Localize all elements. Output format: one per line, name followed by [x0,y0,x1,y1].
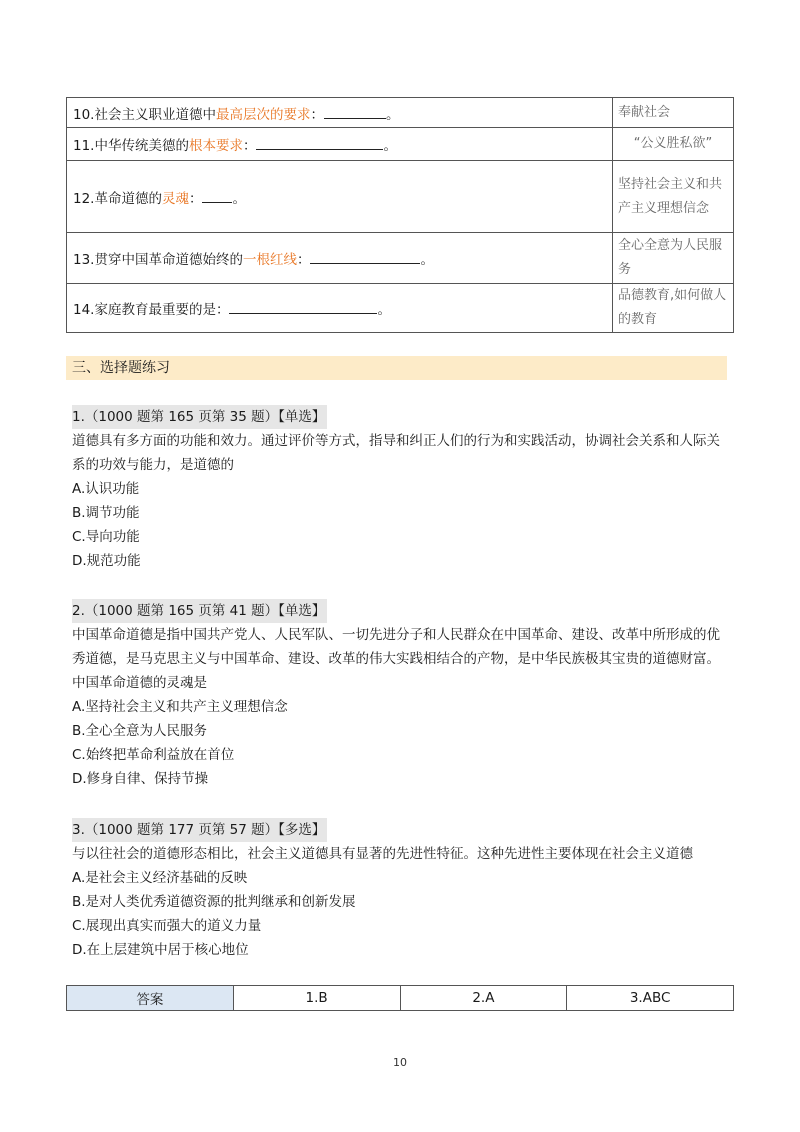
answer-cell: 品德教育,如何做人的教育 [613,284,734,333]
option: B.调节功能 [72,505,140,521]
question-block [72,599,732,791]
answer-value: 2.A [400,986,567,1011]
highlight-text: 灵魂 [161,190,189,207]
question-header: 2.（1000 题第 165 页第 41 题）【单选】 [72,599,327,623]
answer-blank [310,251,420,264]
option: D.修身自律、保持节操 [72,771,209,787]
table-row [67,233,734,284]
question-stem: 道德具有多方面的功能和效力。通过评价等方式，指导和纠正人们的行为和实践活动，协调社会关系和人际关系的功效与能力，是道德的 [72,433,720,473]
question-cell: 13.贯穿中国革命道德始终的一根红线： 。 [67,233,613,284]
question-cell: 14.家庭教育最重要的是： 。 [67,284,613,333]
table-row [67,284,734,333]
answer-blank [324,106,386,119]
question-cell: 12.革命道德的灵魂： 。 [67,161,613,233]
page-number: 10 [393,1056,407,1069]
answer-blank [229,301,377,314]
highlight-text: 最高层次的要求 [215,106,311,123]
question-cell: 10.社会主义职业道德中最高层次的要求： 。 [67,98,613,128]
answer-blank [256,137,383,150]
table-row [67,161,734,233]
answer-value: 3.ABC [567,986,734,1011]
option: A.认识功能 [72,481,140,497]
answer-cell: 奉献社会 [613,98,734,128]
answer-value: 1.B [233,986,400,1011]
question-header: 1.（1000 题第 165 页第 35 题）【单选】 [72,405,327,429]
answer-cell: 坚持社会主义和共产主义理想信念 [613,161,734,233]
table-row [67,986,734,1011]
question-stem: 中国革命道德是指中国共产党人、人民军队、一切先进分子和人民群众在中国革命、建设、改革中所形成的优秀道德，是马克思主义与中国革命、建设、改革的伟大实践相结合的产物，是中华民族极其宝贵的道德财富。中国革命道德的灵魂是 [72,627,720,691]
section-heading: 三、选择题练习 [66,356,727,380]
question-header: 3.（1000 题第 177 页第 57 题）【多选】 [72,818,327,842]
answer-label: 答案 [67,986,234,1011]
highlight-text: 根本要求 [188,138,243,154]
table-row [67,128,734,161]
table-row [67,98,734,128]
answer-table [66,985,734,1011]
option: D.在上层建筑中居于核心地位 [72,942,249,958]
highlight-text: 一根红线 [242,252,297,268]
question-block [72,405,732,573]
option: C.导向功能 [72,529,140,545]
option: C.展现出真实而强大的道义力量 [72,918,262,934]
answer-cell: 全心全意为人民服务 [613,233,734,284]
fill-in-table [66,97,734,333]
answer-blank [202,190,232,203]
option: A.是社会主义经济基础的反映 [72,870,248,886]
option: B.是对人类优秀道德资源的批判继承和创新发展 [72,894,356,910]
question-cell: 11.中华传统美德的根本要求： 。 [67,128,613,161]
question-stem: 与以往社会的道德形态相比，社会主义道德具有显著的先进性特征。这种先进性主要体现在社会主义道德 [72,846,693,862]
option: A.坚持社会主义和共产主义理想信念 [72,699,288,715]
answer-cell: “公义胜私欲” [613,128,734,161]
question-block [72,818,732,962]
option: D.规范功能 [72,553,141,569]
option: B.全心全意为人民服务 [72,723,208,739]
option: C.始终把革命利益放在首位 [72,747,235,763]
